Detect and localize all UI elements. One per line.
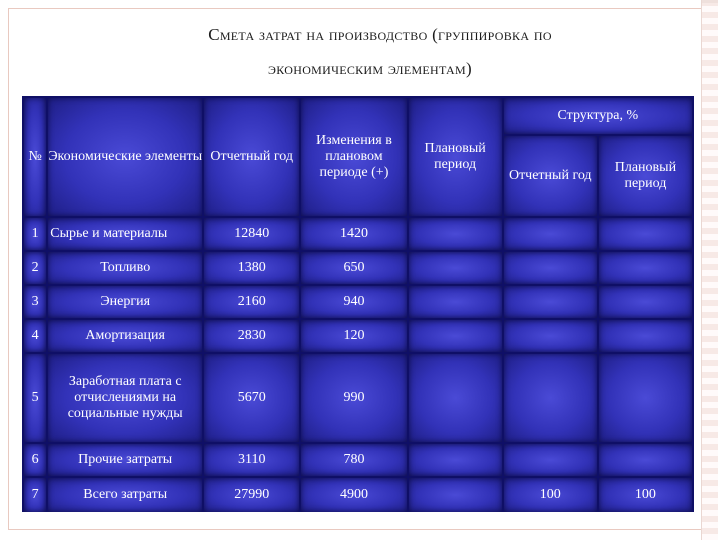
- row-num: 4: [24, 320, 46, 352]
- row-structure-reported: [504, 444, 597, 476]
- table-row: [24, 320, 692, 352]
- row-change: 120: [301, 320, 406, 352]
- header-planned: Плановый период: [409, 98, 502, 216]
- row-structure-planned: [599, 354, 692, 442]
- title-line-1: Смета затрат на производство (группировка по: [208, 25, 552, 44]
- row-element: Заработная плата с отчислениями на социальные нужды: [48, 354, 202, 442]
- row-change: 650: [301, 252, 406, 284]
- table-row: [24, 286, 692, 318]
- table-row: [24, 218, 692, 250]
- header-reported: Отчетный год: [204, 98, 299, 216]
- header-structure: Структура, %: [504, 98, 692, 134]
- row-structure-planned: [599, 218, 692, 250]
- row-reported: 5670: [204, 354, 299, 442]
- row-element: Всего затраты: [48, 478, 202, 512]
- row-planned: [409, 478, 502, 512]
- header-structure-planned: Плановый период: [599, 136, 692, 216]
- row-reported: 1380: [204, 252, 299, 284]
- row-structure-planned: [599, 444, 692, 476]
- header-structure-reported: Отчетный год: [504, 136, 597, 216]
- table-row: [24, 444, 692, 476]
- cost-estimate-table: [22, 96, 694, 512]
- row-change: 780: [301, 444, 406, 476]
- row-structure-planned: [599, 320, 692, 352]
- row-change: 1420: [301, 218, 406, 250]
- slide-title: [40, 18, 700, 86]
- row-planned: [409, 320, 502, 352]
- table-row: [24, 478, 692, 512]
- row-change: 990: [301, 354, 406, 442]
- row-reported: 27990: [204, 478, 299, 512]
- header-num: №: [24, 98, 46, 216]
- row-structure-planned: [599, 286, 692, 318]
- row-structure-reported: [504, 320, 597, 352]
- row-element: Сырье и материалы: [48, 218, 202, 250]
- row-reported: 12840: [204, 218, 299, 250]
- row-planned: [409, 286, 502, 318]
- row-structure-reported: [504, 218, 597, 250]
- row-num: 3: [24, 286, 46, 318]
- row-num: 6: [24, 444, 46, 476]
- title-line-2: экономическим элементам): [268, 59, 472, 78]
- header-change: Изменения в плановом периоде (+): [301, 98, 406, 216]
- row-structure-reported: [504, 252, 597, 284]
- row-structure-planned: [599, 252, 692, 284]
- row-reported: 2830: [204, 320, 299, 352]
- row-num: 7: [24, 478, 46, 512]
- row-element: Энергия: [48, 286, 202, 318]
- row-num: 2: [24, 252, 46, 284]
- row-planned: [409, 444, 502, 476]
- row-element: Амортизация: [48, 320, 202, 352]
- row-change: 4900: [301, 478, 406, 512]
- row-structure-reported: [504, 354, 597, 442]
- row-planned: [409, 252, 502, 284]
- row-planned: [409, 354, 502, 442]
- row-num: 1: [24, 218, 46, 250]
- decorative-side-stripe: [701, 0, 718, 540]
- row-element: Прочие затраты: [48, 444, 202, 476]
- table-row: [24, 354, 692, 442]
- row-structure-reported: [504, 286, 597, 318]
- row-num: 5: [24, 354, 46, 442]
- row-planned: [409, 218, 502, 250]
- row-structure-planned: 100: [599, 478, 692, 512]
- header-element: Экономические элементы: [48, 98, 202, 216]
- row-reported: 2160: [204, 286, 299, 318]
- row-element: Топливо: [48, 252, 202, 284]
- row-change: 940: [301, 286, 406, 318]
- row-reported: 3110: [204, 444, 299, 476]
- row-structure-reported: 100: [504, 478, 597, 512]
- table-row: [24, 252, 692, 284]
